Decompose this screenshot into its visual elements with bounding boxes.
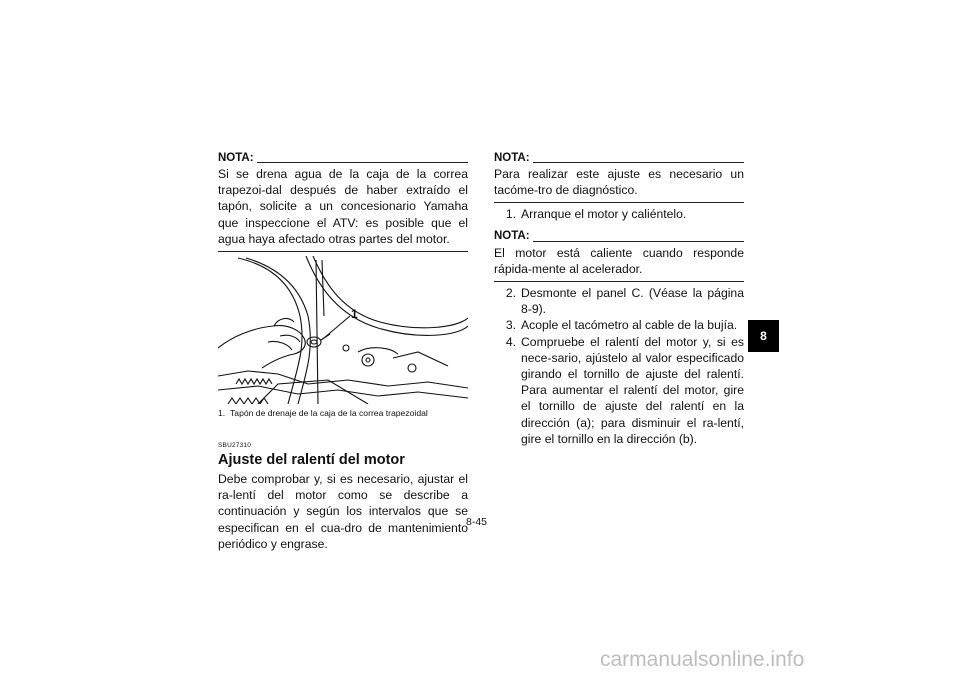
nota-label: NOTA: — [494, 230, 530, 243]
page-number: 8-45 — [466, 516, 488, 528]
section-heading: Ajuste del ralentí del motor — [218, 452, 405, 469]
nota-rule — [533, 162, 744, 163]
nota-text: El motor está caliente cuando responde rápida-mente al acelerador. — [494, 245, 744, 276]
nota-end-rule — [494, 281, 744, 282]
left-column — [218, 150, 468, 552]
nota-label: NOTA: — [218, 151, 254, 164]
right-column — [494, 150, 744, 447]
step-text: Acople el tacómetro al cable de la bujía. — [521, 318, 738, 333]
step-text: Compruebe el ralentí del motor y, si es nece-sario, ajústelo al valor especificado girando el tornillo de ajuste del ralentí. Para aumentar el ralentí del motor, gire el tornillo de ajuste del ralentí en la dirección (a); para disminuir el ra-lentí, gire el tornillo en la dirección (b). — [521, 334, 744, 446]
nota-end-rule — [494, 202, 744, 203]
list-item — [494, 285, 744, 317]
nota-header — [218, 150, 468, 166]
nota-text: Para realizar este ajuste es necesario un tacóme-tro de diagnóstico. — [494, 167, 744, 198]
nota-end-rule — [218, 251, 468, 252]
drain-plug-illustration — [218, 256, 468, 404]
step-text: Arranque el motor y caliéntelo. — [521, 207, 687, 222]
section-intro: Debe comprobar y, si es necesario, ajustar el ra-lentí del motor como se describe a continuación y según los intervalos que se especifican en el cua-dro de mantenimiento periódico y engrase. — [218, 472, 468, 551]
nota-header — [494, 150, 744, 166]
nota-rule — [257, 162, 468, 163]
nota-text: Si se drena agua de la caja de la correa trapezoi-dal después de haber extraído el tapón, solicite a un concesionario Yamaha que inspeccione el ATV: es posible que el agua haya afectado otras partes del motor. — [218, 167, 468, 246]
list-item — [494, 334, 744, 447]
section-code: SBU27310 — [218, 442, 252, 450]
callout-number: 1 — [351, 307, 358, 322]
step-number: 2. — [505, 286, 516, 301]
step-text: Desmonte el panel C. (Véase la página 8-9). — [521, 286, 744, 317]
step-number: 3. — [505, 318, 516, 333]
caption-number: 1. — [218, 408, 226, 419]
list-item — [494, 317, 744, 333]
nota-label: NOTA: — [494, 151, 530, 164]
figure-caption — [218, 408, 468, 419]
watermark: carmanualsonline.info — [600, 648, 805, 671]
caption-text: Tapón de drenaje de la caja de la correa trapezoidal — [230, 408, 428, 419]
nota-header — [494, 229, 744, 245]
chapter-tab: 8 — [748, 320, 779, 352]
step-number: 1. — [505, 207, 516, 222]
list-item — [494, 206, 744, 222]
step-number: 4. — [505, 334, 516, 349]
nota-rule — [533, 241, 744, 242]
